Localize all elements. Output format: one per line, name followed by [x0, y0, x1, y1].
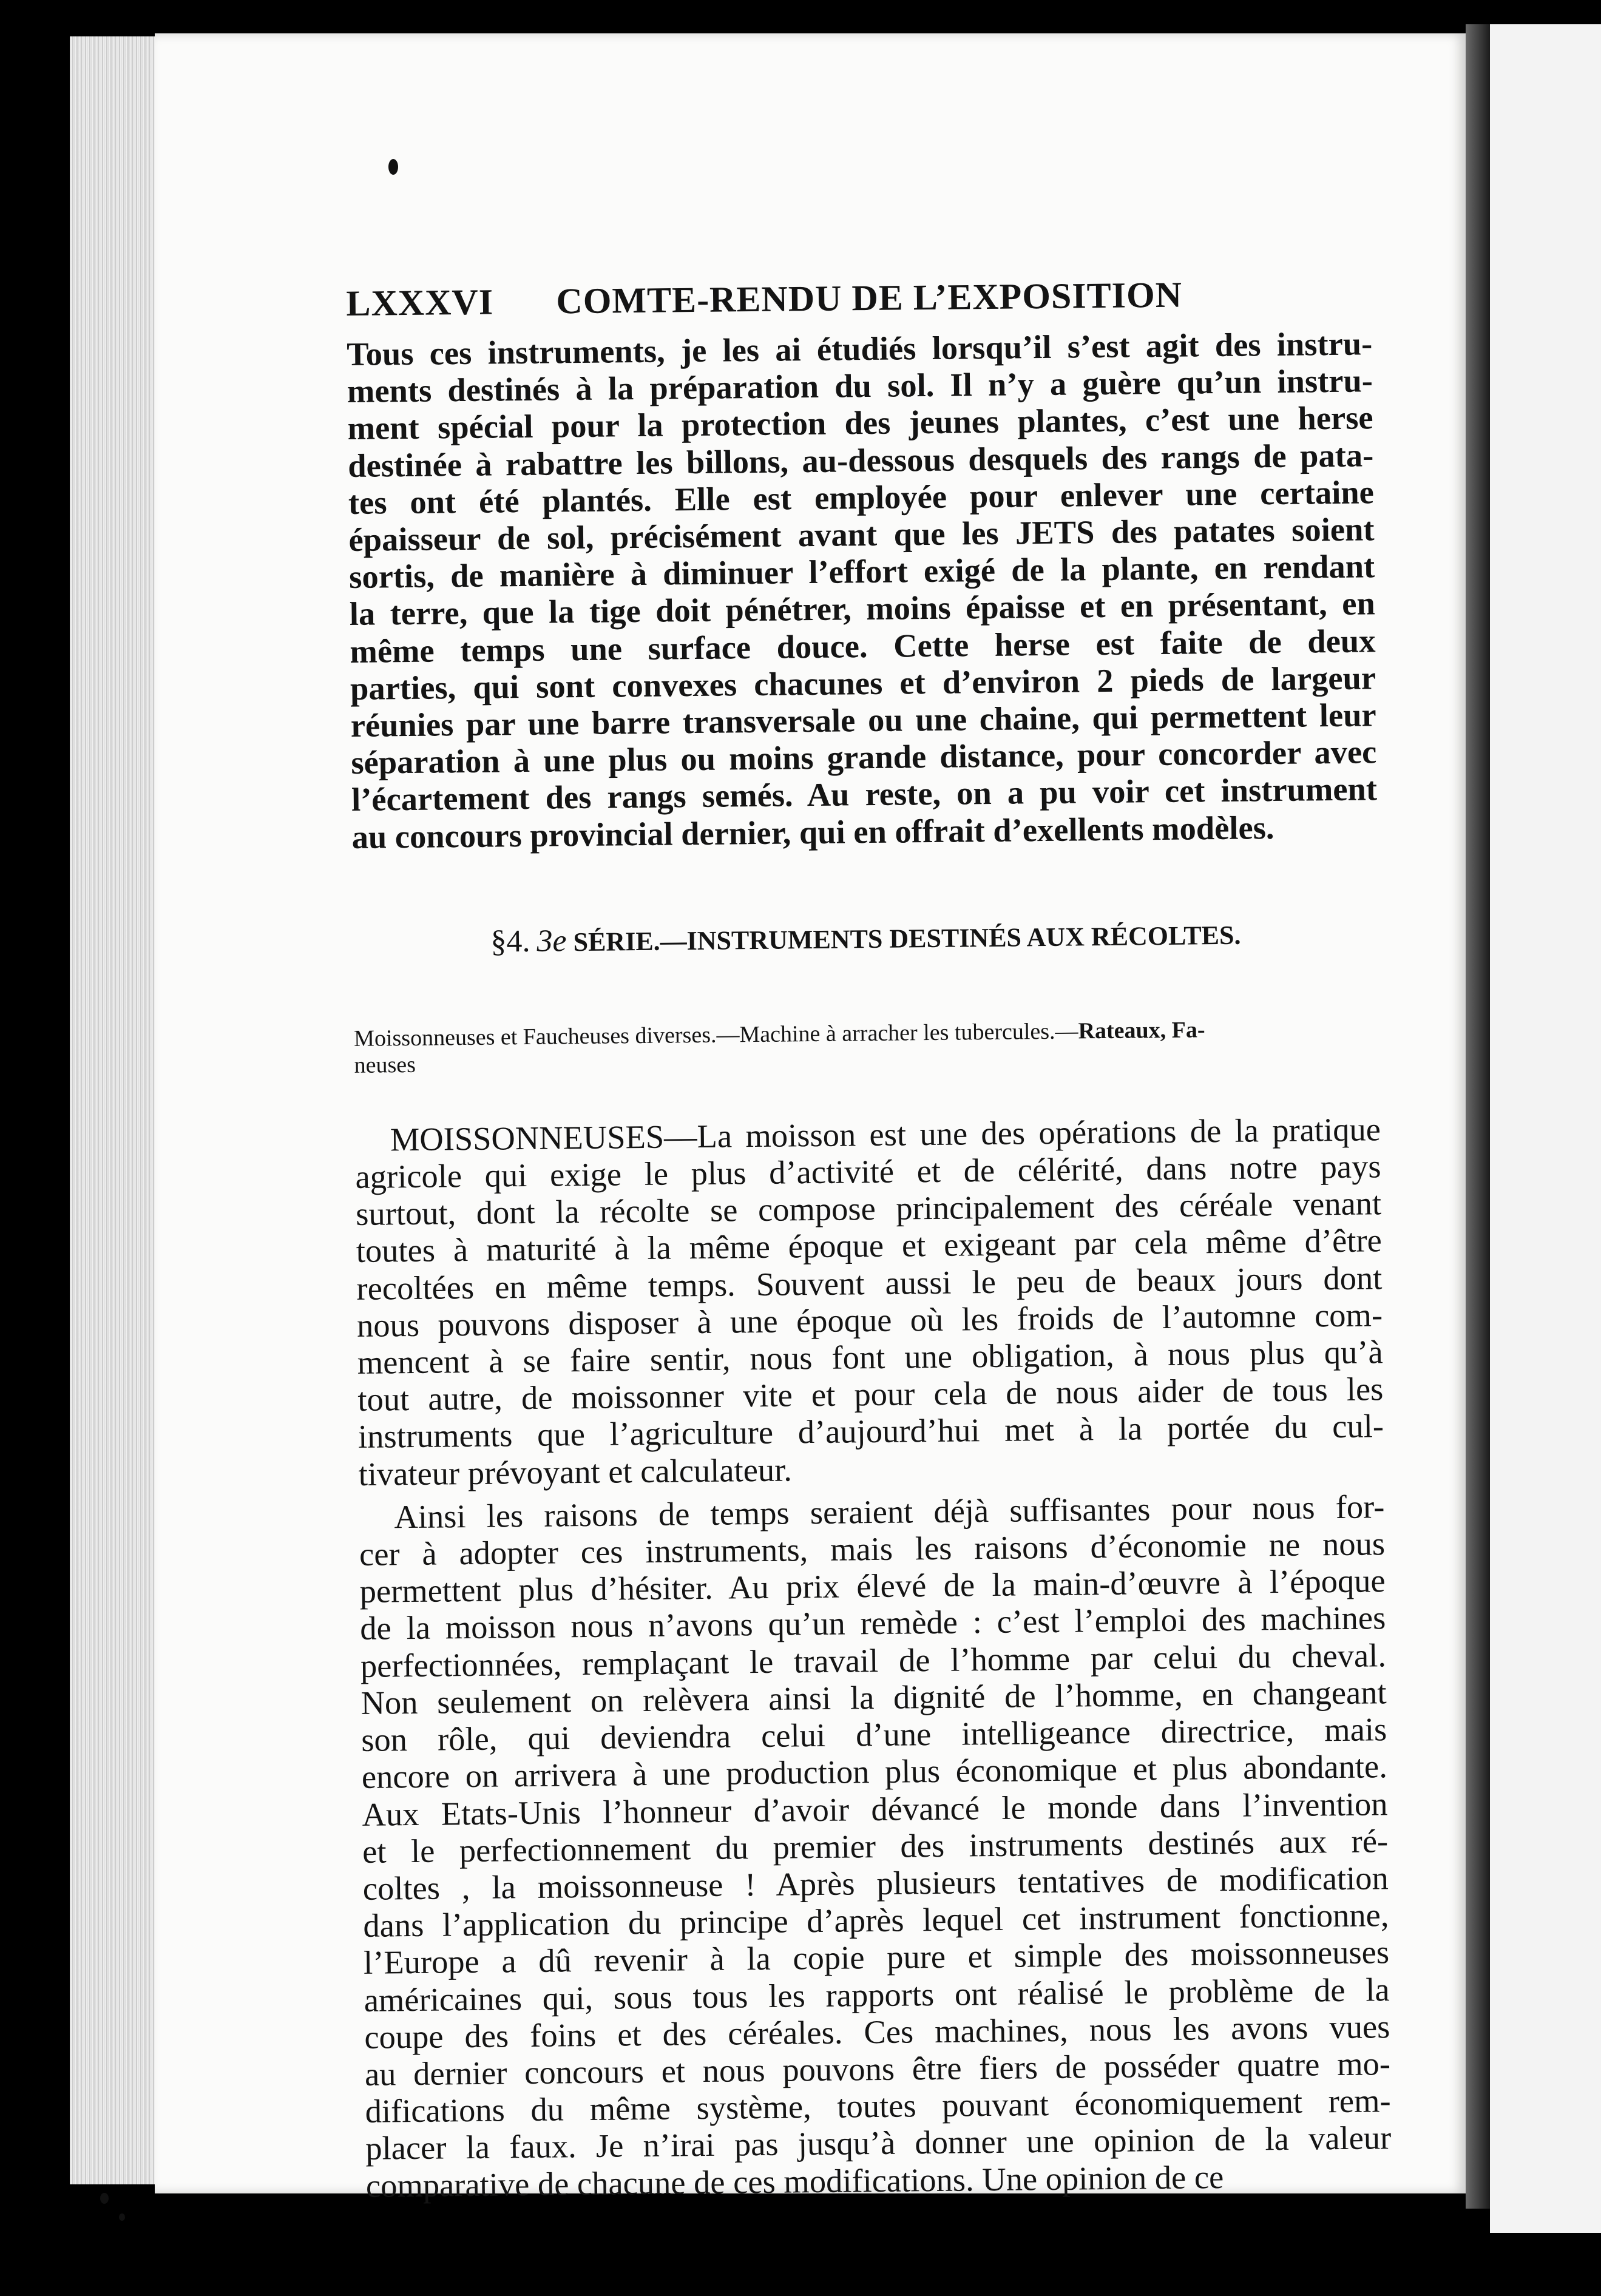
text-line: coltes , la moissonneuse ! Après plusieurs tentatives de modification	[362, 1859, 1389, 1907]
summary-continuation: neuses	[354, 1052, 416, 1078]
section-heading	[353, 911, 1379, 965]
summary-text: Moissonneuses et Faucheuses diverses.—Machine à arracher les tubercules.—	[353, 1018, 1078, 1052]
text-line: dans l’application du principe d’après lequel cet instrument fonctionne,	[363, 1896, 1389, 1944]
paragraph-instruments-sol	[347, 325, 1378, 855]
text-line: destinée à rabattre les billons, au-dessous desquels des rangs de pata-	[347, 436, 1374, 484]
paragraph-moissonneuses	[355, 1110, 1384, 1493]
book-spine	[1466, 24, 1490, 2209]
text-line: tout autre, de moissonner vite et pour cela de nous aider de tous les	[357, 1370, 1384, 1419]
text-line: coupe des foins et des céréales. Ces machines, nous les avons vues	[364, 2007, 1390, 2056]
running-head	[346, 265, 1372, 331]
text-line: réunies par une barre transversale ou une chaine, qui permettent leur	[350, 696, 1376, 744]
text-line: la terre, que la tige doit pénétrer, moins épaisse et en présentant, en	[349, 584, 1376, 633]
text-line: encore on arrivera à une production plus économique et plus abondante.	[361, 1747, 1388, 1796]
text-line: toutes à maturité à la même époque et exigeant par cela même d’être	[356, 1221, 1383, 1270]
text-line: difications du même système, toutes pouvant économiquement rem-	[365, 2082, 1391, 2130]
section-series: 3e	[536, 923, 567, 959]
summary-bold-text: Rateaux, Fa-	[1078, 1017, 1205, 1044]
text-line: son rôle, qui deviendra celui d’une intelligeance directrice, mais	[360, 1710, 1387, 1758]
text-line: Tous ces instruments, je les ai étudiés lorsqu’il s’est agit des instru-	[347, 325, 1373, 373]
text-line: au dernier concours et nous pouvons être fiers de posséder quatre mo-	[364, 2045, 1391, 2093]
text-line: au concours provincial dernier, qui en offrait d’exellents modèles.	[351, 808, 1274, 856]
page-folio: LXXXVI	[346, 282, 494, 323]
text-line: recoltées en même temps. Souvent aussi le peu de beaux jours dont	[356, 1258, 1383, 1307]
text-line: Ainsi les raisons de temps seraient déjà suffisantes pour nous for-	[394, 1488, 1385, 1536]
text-line: comparative de chacune de ces modifications. Une opinion de ce	[365, 2158, 1224, 2204]
scan-speck	[100, 2193, 109, 2204]
section-title: SÉRIE.—INSTRUMENTS DESTINÉS AUX RÉCOLTES.	[573, 920, 1241, 957]
scan-speck	[119, 2213, 125, 2221]
scan-speck	[388, 159, 398, 175]
text-line: l’Europe a dû revenir à la copie pure et simple des moissonneuses	[363, 1933, 1390, 1982]
text-line: séparation à une plus ou moins grande distance, pour concorder avec	[351, 733, 1377, 782]
text-line: surtout, dont la récolte se compose principalement des céréale venant	[355, 1184, 1382, 1233]
text-line: et le perfectionnement du premier des instruments destinés aux ré-	[362, 1822, 1389, 1870]
text-line: parties, qui sont convexes chacunes et d’environ 2 pieds de largeur	[350, 659, 1376, 707]
facing-page	[1490, 24, 1601, 2233]
text-line: Non seulement on relèvera ainsi la dignité de l’homme, en changeant	[360, 1673, 1387, 1721]
book-page-edges	[70, 36, 155, 2184]
text-line: Aux Etats-Unis l’honneur d’avoir dévancé le monde dans l’invention	[362, 1784, 1388, 1833]
text-line: épaisseur de sol, précisément avant que les JETS des patates soient	[348, 510, 1375, 558]
section-number: §4.	[490, 923, 530, 959]
text-line: placer la faux. Je n’irai pas jusqu’à donner une opinion de la valeur	[365, 2119, 1392, 2167]
text-line: l’écartement des rangs semés. Au reste, on a pu voir cet instrument	[351, 770, 1378, 819]
text-line: ments destinés à la préparation du sol. Il n’y a guère qu’un instru-	[347, 362, 1373, 410]
text-line: agricole qui exige le plus d’activité et de célérité, dans notre pays	[355, 1147, 1381, 1195]
text-line: de la moisson nous n’avons qu’un remède : c’est l’emploi des machines	[360, 1599, 1386, 1647]
text-line: ment spécial pour la protection des jeunes plantes, c’est une herse	[347, 399, 1373, 447]
text-line: instruments que l’agriculture d’aujourd’hui met à la portée du cul-	[357, 1407, 1384, 1456]
text-line: américaines qui, sous tous les rapports ont réalisé le problème de la	[364, 1970, 1390, 2019]
text-line: perfectionnées, remplaçant le travail de l’homme par celui du cheval.	[360, 1636, 1387, 1684]
text-line: nous pouvons disposer à une époque où les froids de l’automne com-	[356, 1296, 1383, 1344]
text-line: tes ont été plantés. Elle est employée pour enlever une certaine	[348, 473, 1375, 521]
page-text	[346, 265, 1392, 2204]
text-line: permettent plus d’hésiter. Au prix élevé de la main-d’œuvre à l’époque	[359, 1562, 1386, 1610]
text-line: même temps une surface douce. Cette herse est faite de deux	[350, 621, 1376, 670]
text-line: sortis, de manière à diminuer l’effort exigé de la plante, en rendant	[348, 547, 1375, 596]
text-line: cer à adopter ces instruments, mais les raisons d’économie ne nous	[359, 1525, 1386, 1573]
text-line: mencent à se faire sentir, nous font une obligation, à nous plus qu’à	[357, 1333, 1383, 1381]
text-line: tivateur prévoyant et calculateur.	[358, 1451, 793, 1493]
text-line: MOISSONNEUSES—La moisson est une des opérations de la pratique	[390, 1110, 1381, 1158]
paragraph-raisons	[359, 1488, 1392, 2204]
running-title: COMTE-RENDU DE L’EXPOSITION	[556, 274, 1183, 322]
